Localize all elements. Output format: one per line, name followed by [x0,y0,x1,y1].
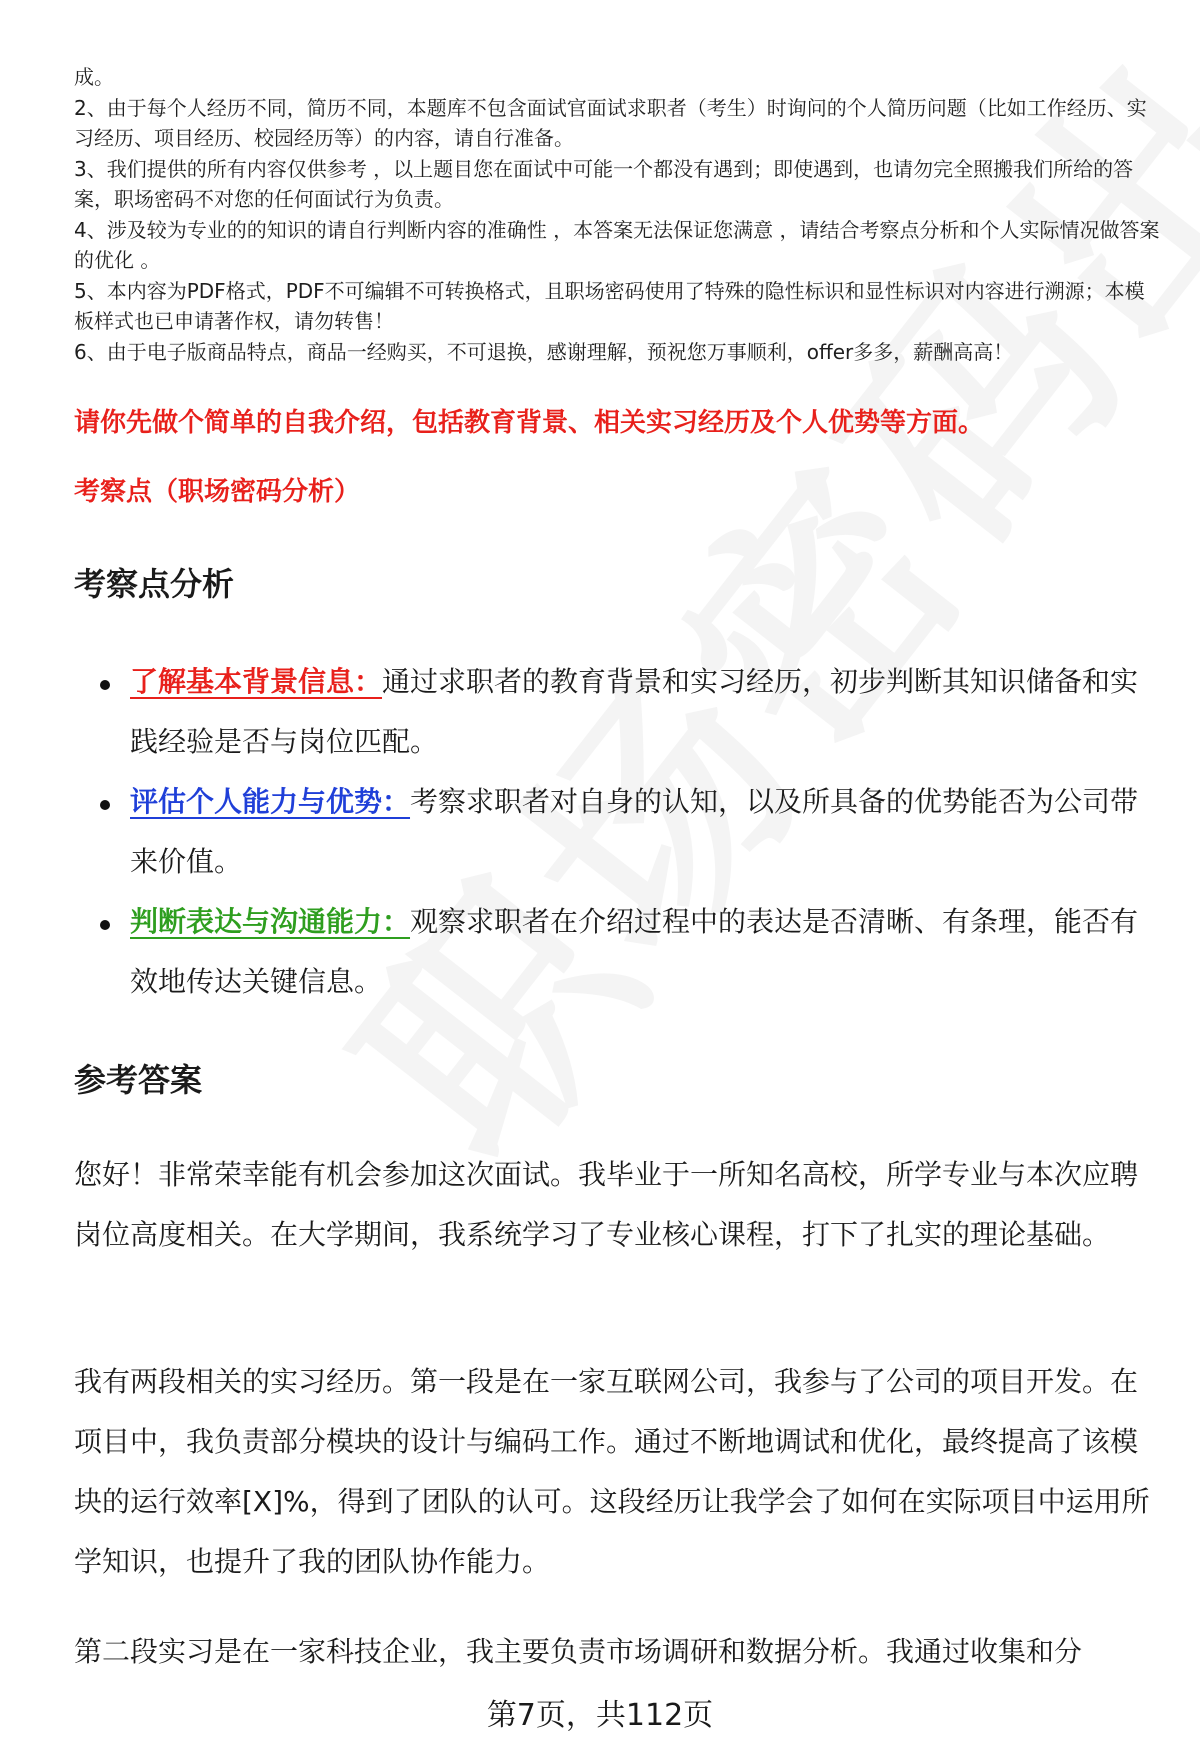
bullet-item [100,772,1160,892]
bullet-text: 考察求职者对自身的认知，以及所具备的优势能否为公司带来价值。 [130,785,1139,878]
bullet-item [100,652,1160,772]
answer-paragraph: 第二段实习是在一家科技企业，我主要负责市场调研和数据分析。我通过收集和分 [74,1635,1083,1668]
bullet-keyword: 评估个人能力与优势： [130,785,411,818]
analysis-bullets [100,652,1160,1012]
bullet-text: 观察求职者在介绍过程中的表达是否清晰、有条理，能否有效地传达关键信息。 [130,905,1139,998]
bullet-dot-icon [100,920,110,930]
bullet-dot-icon [100,680,110,690]
document-page [74,0,1160,1755]
note-line: 2、由于每个人经历不同，简历不同，本题库不包含面试官面试求职者（考生）时询问的个人简历问题（比如工作经历、实习经历、项目经历、校园经历等）的内容，请自行准备。 [74,95,1147,150]
interview-question: 请你先做个简单的自我介绍，包括教育背景、相关实习经历及个人优势等方面。 [74,408,985,438]
answer-heading: 参考答案 [74,1061,203,1099]
question-subtitle: 考察点（职场密码分析） [74,477,361,507]
page-number-footer: 第7页，共112页 [486,1698,714,1733]
bullet-keyword: 判断表达与沟通能力： [130,905,411,938]
notes-section [74,62,1164,367]
note-line: 3、我们提供的所有内容仅供参考 ，以上题目您在面试中可能一个都没有遇到；即使遇到，也请勿完全照搬我们所给的答案，职场密码不对您的任何面试行为负责。 [74,156,1134,211]
answer-paragraph: 我有两段相关的实习经历。第一段是在一家互联网公司，我参与了公司的项目开发。在项目中，我负责部分模块的设计与编码工作。通过不断地调试和优化，最终提高了该模块的运行效率[X]%，得到了团队的认可。这段经历让我学会了如何在实际项目中运用所学知识，也提升了我的团队协作能力。 [74,1365,1150,1578]
analysis-heading: 考察点分析 [74,565,235,603]
answer-paragraph: 您好！非常荣幸能有机会参加这次面试。我毕业于一所知名高校，所学专业与本次应聘岗位高度相关。在大学期间，我系统学习了专业核心课程，打下了扎实的理论基础。 [74,1158,1139,1251]
note-line: 6、由于电子版商品特点，商品一经购买，不可退换，感谢理解，预祝您万事顺利，offer多多，薪酬高高！ [74,339,1014,364]
bullet-keyword: 了解基本背景信息： [130,665,383,698]
bullet-item [100,892,1160,1012]
bullet-dot-icon [100,800,110,810]
note-line: 5、本内容为PDF格式，PDF不可编辑不可转换格式，且职场密码使用了特殊的隐性标识和显性标识对内容进行溯源；本模板样式也已申请著作权，请勿转售！ [74,278,1145,333]
note-line: 成。 [74,65,114,89]
bullet-text: 通过求职者的教育背景和实习经历，初步判断其知识储备和实践经验是否与岗位匹配。 [130,665,1139,758]
note-line: 4、涉及较为专业的的知识的请自行判断内容的准确性 ，本答案无法保证您满意 ，请结合考察点分析和个人实际情况做答案的优化 。 [74,217,1160,272]
